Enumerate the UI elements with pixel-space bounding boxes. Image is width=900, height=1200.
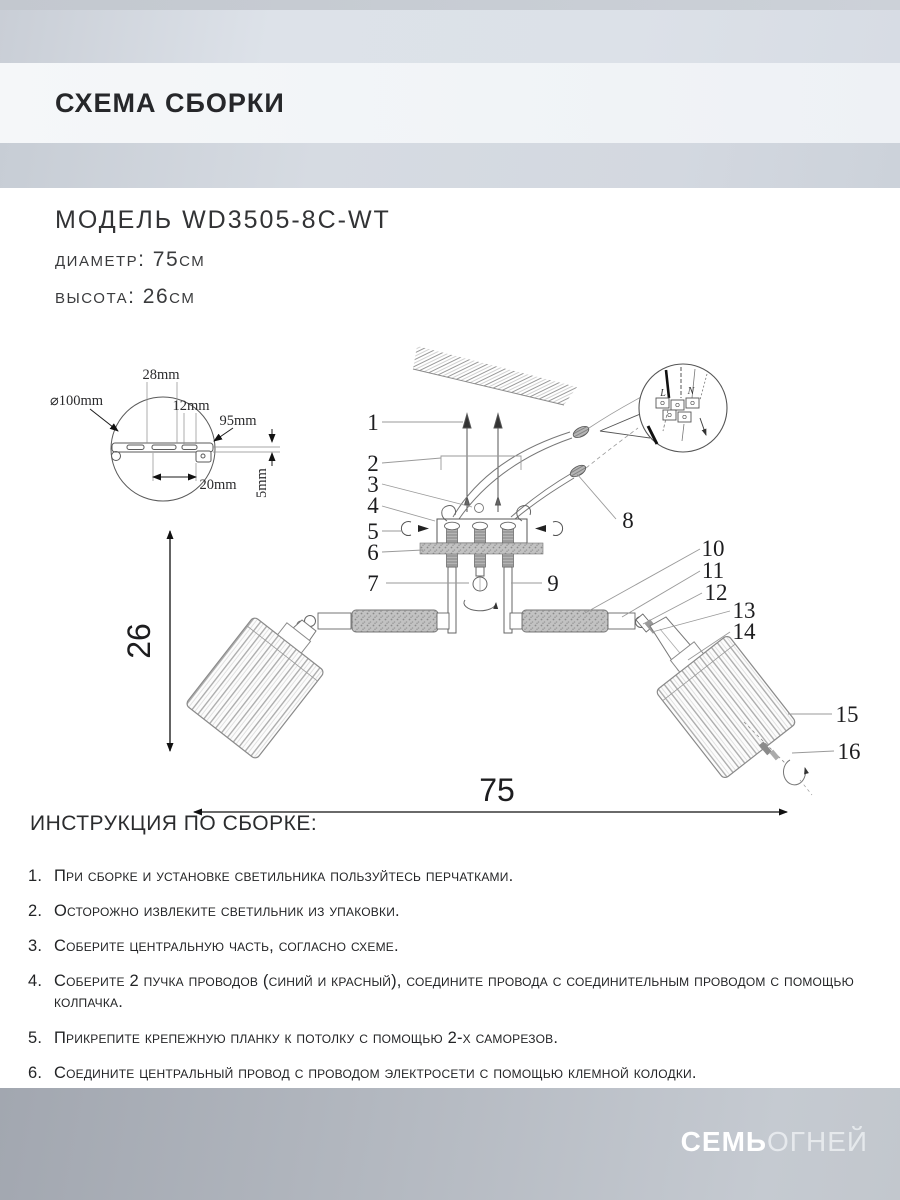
dim-12mm-label: 12mm bbox=[172, 398, 210, 414]
instruction-number: 4. bbox=[28, 972, 43, 991]
part-number-3: 3 bbox=[367, 472, 379, 497]
separator-band bbox=[0, 143, 900, 188]
dim-95mm-label: 95mm bbox=[219, 413, 257, 429]
model-diameter: диаметр: 75см bbox=[55, 248, 206, 271]
part-number-12: 12 bbox=[704, 580, 728, 605]
instruction-item bbox=[28, 936, 856, 957]
instruction-item bbox=[28, 1063, 856, 1084]
instruction-number: 5. bbox=[28, 1028, 43, 1047]
part-number-10: 10 bbox=[701, 536, 725, 561]
instruction-number: 6. bbox=[28, 1063, 43, 1082]
part-number-5: 5 bbox=[367, 519, 379, 544]
part-number-11: 11 bbox=[701, 558, 725, 583]
left-lampshade bbox=[185, 604, 334, 759]
model-info bbox=[55, 206, 391, 309]
brand-bold: СЕМЬ bbox=[680, 1126, 768, 1157]
instruction-item bbox=[28, 1028, 856, 1049]
part-number-1: 1 bbox=[367, 410, 379, 435]
terminal-N-label: N bbox=[687, 386, 695, 397]
instruction-text: При сборке и установке светильника пользуйтесь перчатками. bbox=[54, 867, 514, 885]
part-number-13: 13 bbox=[732, 598, 756, 623]
title-band bbox=[0, 63, 900, 143]
part-number-14: 14 bbox=[732, 619, 756, 644]
page-title: СХЕМА СБОРКИ bbox=[55, 87, 285, 118]
terminal-L-label: L bbox=[660, 388, 666, 399]
brand-logo bbox=[681, 1126, 868, 1158]
right-lampshade bbox=[636, 614, 812, 795]
brand-light: ОГНЕЙ bbox=[767, 1126, 868, 1157]
width-dimension bbox=[194, 772, 787, 812]
part-number-9: 9 bbox=[547, 571, 559, 596]
instruction-text: Соберите центральную часть, согласно схеме. bbox=[54, 937, 399, 956]
wires bbox=[453, 396, 643, 519]
dim-75-label: 75 bbox=[479, 772, 515, 808]
terminal-block-detail bbox=[600, 364, 727, 452]
dim-26-label: 26 bbox=[121, 623, 157, 659]
model-height: высота: 26см bbox=[55, 285, 196, 308]
instruction-number: 2. bbox=[28, 902, 43, 921]
ceiling-hatch bbox=[413, 346, 577, 405]
instruction-text: Осторожно извлеките светильник из упаковки. bbox=[54, 902, 400, 921]
instructions-heading: ИНСТРУКЦИЯ ПО СБОРКЕ: bbox=[30, 812, 318, 835]
instruction-item bbox=[28, 901, 856, 922]
dim-d100-label: ⌀100mm bbox=[50, 393, 104, 409]
top-band bbox=[0, 0, 900, 10]
part-number-7: 7 bbox=[367, 571, 379, 596]
instruction-item bbox=[28, 866, 856, 887]
assembly-diagram bbox=[0, 335, 900, 820]
instruction-text: Прикрепите крепежную планку к потолку с помощью 2-х саморезов. bbox=[54, 1028, 559, 1047]
top-sub-band bbox=[0, 10, 900, 63]
dim-5mm-label: 5mm bbox=[254, 468, 270, 498]
dim-28mm-label: 28mm bbox=[142, 367, 180, 383]
hanging-screws bbox=[463, 414, 502, 512]
part-number-16: 16 bbox=[837, 739, 861, 764]
part-number-8: 8 bbox=[622, 508, 634, 533]
instruction-item bbox=[28, 971, 856, 1013]
instruction-number: 3. bbox=[28, 937, 43, 956]
model-name: МОДЕЛЬ WD3505-8C-WT bbox=[55, 206, 391, 234]
height-dimension bbox=[121, 531, 170, 751]
part-number-6: 6 bbox=[367, 540, 379, 565]
instruction-text: Соберите 2 пучка проводов (синий и красный), соедините провода с соединительным проводом с помощью колпачка. bbox=[54, 972, 854, 1012]
instructions-list bbox=[28, 866, 856, 1098]
arms bbox=[297, 610, 647, 632]
footer-band bbox=[0, 1088, 900, 1200]
instruction-text: Соедините центральный провод с проводом электросети с помощью клемной колодки. bbox=[54, 1063, 697, 1082]
instruction-number: 1. bbox=[28, 867, 43, 885]
dim-20mm-label: 20mm bbox=[199, 477, 237, 493]
part-number-2: 2 bbox=[367, 451, 379, 476]
part-number-15: 15 bbox=[835, 702, 859, 727]
part-number-4: 4 bbox=[367, 493, 379, 518]
